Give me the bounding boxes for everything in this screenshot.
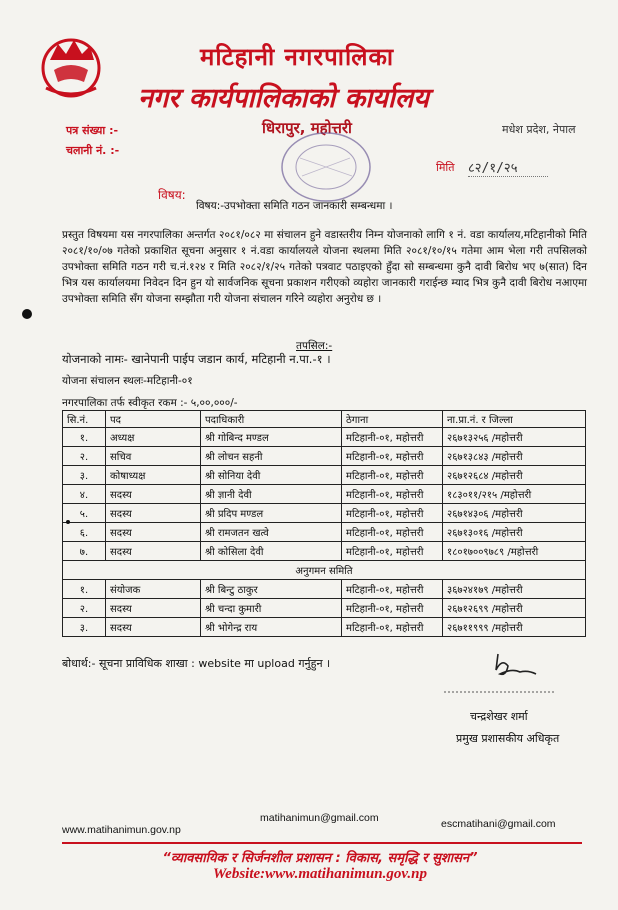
committee-row (63, 428, 586, 447)
subject-text: विषय:-उपभोक्ता समिति गठन जानकारी सम्बन्धमा । (196, 200, 393, 212)
monitoring-cell-sn: १. (63, 580, 106, 599)
monitoring-heading: अनुगमन समिति (63, 561, 586, 580)
committee-cell-officer: श्री रामजतन खत्वे (201, 523, 342, 542)
committee-cell-sn: १. (63, 428, 106, 447)
monitoring-cell-position: संयोजक (106, 580, 201, 599)
header-position: पद (106, 411, 201, 428)
committee-row (63, 504, 586, 523)
committee-cell-citizenship: २६७१२६८४ /महोत्तरी (443, 466, 586, 485)
committee-cell-citizenship: २६७१३०१६ /महोत्तरी (443, 523, 586, 542)
monitoring-cell-sn: २. (63, 599, 106, 618)
signatory-title: प्रमुख प्रशासकीय अधिकृत (456, 732, 560, 745)
project-name: योजनाको नामः- खानेपानी पाईप जडान कार्य, मटिहानी न.पा.-१ । (62, 352, 331, 366)
monitoring-row (63, 580, 586, 599)
committee-cell-address: मटिहानी-०१, महोत्तरी (342, 485, 443, 504)
province-label: मधेश प्रदेश, नेपाल (502, 123, 576, 136)
committee-cell-position: अध्यक्ष (106, 428, 201, 447)
committee-cell-sn: ३. (63, 466, 106, 485)
committee-row (63, 447, 586, 466)
committee-cell-sn: ६. (63, 523, 106, 542)
footer-website[interactable]: www.matihanimun.gov.np (62, 824, 181, 836)
signature-image (436, 648, 560, 708)
monitoring-cell-position: सदस्य (106, 599, 201, 618)
monitoring-cell-officer: श्री बिन्टु ठाकुर (201, 580, 342, 599)
monitoring-cell-position: सदस्य (106, 618, 201, 637)
header-address: ठेगाना (342, 411, 443, 428)
committee-cell-officer: श्री लोचन सहनी (201, 447, 342, 466)
footer-email-secondary[interactable]: escmatihani@gmail.com (441, 818, 556, 830)
committee-row (63, 542, 586, 561)
committee-cell-officer: श्री सोनिया देवी (201, 466, 342, 485)
committee-cell-position: सदस्य (106, 523, 201, 542)
committee-cell-sn: ४. (63, 485, 106, 504)
monitoring-cell-sn: ३. (63, 618, 106, 637)
monitoring-cell-officer: श्री चन्दा कुमारी (201, 599, 342, 618)
committee-cell-position: सदस्य (106, 504, 201, 523)
office-seal-stamp (280, 130, 372, 204)
committee-row (63, 523, 586, 542)
committee-cell-position: कोषाध्यक्ष (106, 466, 201, 485)
ink-speck (66, 520, 70, 524)
monitoring-cell-citizenship: २६७११९९९ /महोत्तरी (443, 618, 586, 637)
committee-cell-officer: श्री ज्ञानी देवी (201, 485, 342, 504)
dispatch-number-label: चलानी नं. :- (66, 144, 120, 157)
monitoring-cell-citizenship: ३६७२४१७९ /महोत्तरी (443, 580, 586, 599)
committee-cell-address: मटिहानी-०१, महोत्तरी (342, 542, 443, 561)
committee-cell-citizenship: १८०१७००९७८९ /महोत्तरी (443, 542, 586, 561)
committee-cell-sn: ७. (63, 542, 106, 561)
committee-cell-sn: ५. (63, 504, 106, 523)
committee-cell-address: मटिहानी-०१, महोत्तरी (342, 428, 443, 447)
project-site: योजना संचालन स्थलः-मटिहानी-०१ (62, 375, 193, 387)
monitoring-row (63, 599, 586, 618)
date-label: मिति (436, 161, 455, 174)
monitoring-cell-address: मटिहानी-०१, महोत्तरी (342, 580, 443, 599)
committee-row (63, 485, 586, 504)
cc-note: बोधार्थ:- सूचना प्राविधिक शाखा : website मा upload गर्नुहुन । (62, 657, 331, 670)
committee-cell-citizenship: २६७१३८४३ /महोत्तरी (443, 447, 586, 466)
committee-cell-officer: श्री कोसिला देवी (201, 542, 342, 561)
office-location: धिरापुर, महोत्तरी (262, 119, 352, 137)
reference-number-label: पत्र संख्या :- (66, 124, 119, 137)
committee-cell-citizenship: २६७१४३०६ /महोत्तरी (443, 504, 586, 523)
table-header-row (63, 411, 586, 428)
committee-cell-address: मटिहानी-०१, महोत्तरी (342, 466, 443, 485)
footer-divider (62, 842, 582, 844)
committee-cell-officer: श्री प्रदिप मण्डल (201, 504, 342, 523)
signatory-name: चन्द्रशेखर शर्मा (470, 710, 528, 723)
monitoring-cell-address: मटिहानी-०१, महोत्तरी (342, 599, 443, 618)
letter-body: प्रस्तुत विषयमा यस नगरपालिका अन्तर्गत २०८१/०८२ मा संचालन हुने वडास्तरीय निम्न योजनाको लागि १ नं. वडा कार्यालय,मटिहानीको मिति २०८१/१०/०७ गतेको प्रकाशित सूचना अनुसार १ नं.वडा कार्यालयले योजना स्थलमा मिति २०८१/१०/१५ गतेमा आम भेला गरी तपसिलको उपभोक्ता समिति गठन गरी च.नं.१२४ र मिति २०८२/१/२५ गतेको पत्रवाट पठाइएको हुँदा सो सम्बन्धमा कुनै दावी बिरोध भए ७(सात) दिन भित्र यस कार्यालयमा निवेदन दिन हुन यो सार्वजनिक सूचना प्रकाशन गरीएको व्यहोरा जानकारी गराईन्छ म्याद भित्र कुनै दावी बिरोध नआएमा उपभोक्ता समिति सँग योजना सम्झौता गरी योजना संचालन गरिने व्यहोरा अनुरोध छ । (62, 229, 587, 305)
committee-cell-position: सचिव (106, 447, 201, 466)
details-heading: तपसिल:- (296, 340, 333, 352)
committee-cell-position: सदस्य (106, 485, 201, 504)
office-name: नगर कार्यपालिकाको कार्यालय (138, 83, 429, 114)
footer-website-line[interactable]: Website:www.matihanimun.gov.np (212, 866, 428, 882)
committee-row (63, 466, 586, 485)
approved-amount: नगरपालिका तर्फ स्वीकृत रकम :- ५,००,०००/- (62, 397, 238, 409)
header-citizenship: ना.प्रा.नं. र जिल्ला (443, 411, 586, 428)
footer-slogan: “व्यावसायिक र सिर्जनशील प्रशासन : विकास, समृद्धि र सुशासन” (162, 851, 478, 866)
committee-cell-address: मटिहानी-०१, महोत्तरी (342, 504, 443, 523)
punch-hole (22, 309, 32, 319)
municipality-name: मटिहानी नगरपालिका (200, 43, 395, 71)
monitoring-cell-officer: श्री भोगेन्द्र राय (201, 618, 342, 637)
footer-email-primary[interactable]: matihanimun@gmail.com (260, 812, 379, 824)
committee-cell-sn: २. (63, 447, 106, 466)
header-officer: पदाधिकारी (201, 411, 342, 428)
committee-cell-citizenship: १८३०११/२१५ /महोत्तरी (443, 485, 586, 504)
committee-table (62, 410, 586, 637)
header-sn: सि.नं. (63, 411, 106, 428)
monitoring-cell-address: मटिहानी-०१, महोत्तरी (342, 618, 443, 637)
subject-label: विषय: (158, 188, 186, 202)
monitoring-heading-row (63, 561, 586, 580)
committee-cell-position: सदस्य (106, 542, 201, 561)
committee-cell-officer: श्री गोबिन्द मण्डल (201, 428, 342, 447)
monitoring-cell-citizenship: २६७१२६९९ /महोत्तरी (443, 599, 586, 618)
committee-cell-address: मटिहानी-०१, महोत्तरी (342, 523, 443, 542)
date-value: ८२/१/२५ (468, 158, 548, 177)
committee-cell-address: मटिहानी-०१, महोत्तरी (342, 447, 443, 466)
nepal-emblem-logo (36, 30, 106, 100)
committee-cell-citizenship: २६७१३२५६ /महोत्तरी (443, 428, 586, 447)
monitoring-row (63, 618, 586, 637)
